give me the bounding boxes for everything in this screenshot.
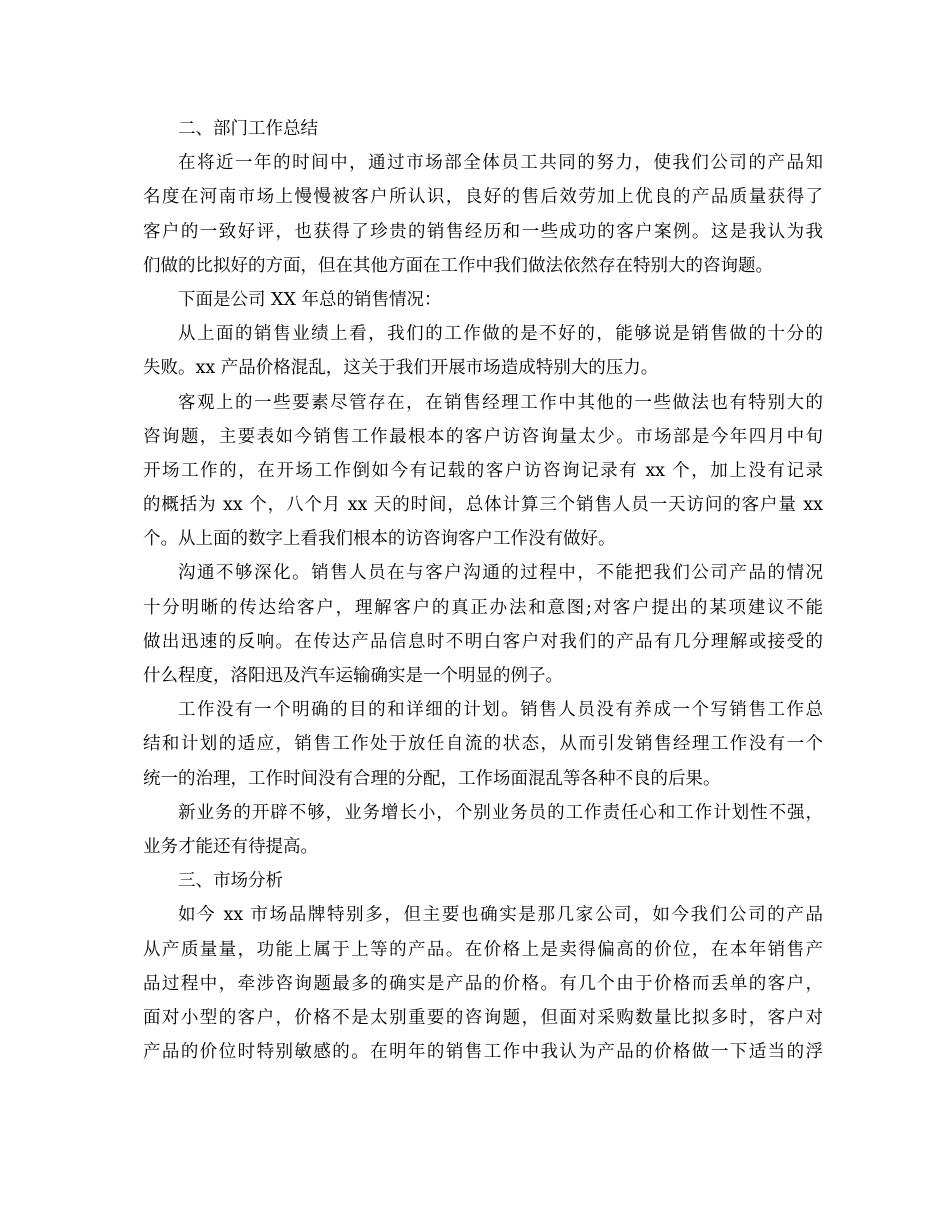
paragraph-line: 开场工作的，在开场工作倒如今有记载的客户访咨询记录有 xx 个，加上没有记录 (143, 460, 823, 481)
paragraph-line: 什么程度，洛阳迅及汽车运输确实是一个明显的例子。 (143, 666, 563, 686)
paragraph-line: 的概括为 xx 个，八个月 xx 天的时间，总体计算三个销售人员一天访问的客户量 xx (143, 495, 823, 516)
paragraph-line: 工作没有一个明确的目的和详细的计划。销售人员没有养成一个写销售工作总 (178, 700, 823, 721)
section-heading-department-summary: 二、部门工作总结 (178, 119, 318, 139)
document-body (143, 112, 823, 1069)
paragraph-line: 客户的一致好评，也获得了珍贵的销售经历和一些成功的客户案例。这是我认为我 (143, 221, 823, 242)
paragraph-line: 们做的比拟好的方面，但在其他方面在工作中我们做法依然存在特别大的咨询题。 (143, 255, 773, 276)
paragraph-line: 客观上的一些要素尽管存在，在销售经理工作中其他的一些做法也有特别大的 (178, 392, 823, 413)
paragraph-line: 失败。xx 产品价格混乱，这关于我们开展市场造成特别大的压力。 (143, 358, 659, 379)
paragraph-line: 沟通不够深化。销售人员在与客户沟通的过程中，不能把我们公司产品的情况 (178, 563, 823, 584)
paragraph-line: 从上面的销售业绩上看，我们的工作做的是不好的，能够说是销售做的十分的 (178, 324, 823, 345)
paragraph-line: 产品的价位时特别敏感的。在明年的销售工作中我认为产品的价格做一下适当的浮 (143, 1042, 823, 1063)
paragraph-line: 品过程中，牵涉咨询题最多的确实是产品的价格。有几个由于价格而丢单的客户， (143, 973, 823, 994)
paragraph-line: 面对小型的客户，价格不是太别重要的咨询题，但面对采购数量比拟多时，客户对 (143, 1007, 823, 1028)
paragraph-line: 业务才能还有待提高。 (143, 836, 318, 857)
paragraph-line: 咨询题，主要表如今销售工作最根本的客户访咨询量太少。市场部是今年四月中旬 (143, 426, 823, 447)
paragraph-line: 新业务的开辟不够，业务增长小，个别业务员的工作责任心和工作计划性不强， (178, 802, 823, 823)
paragraph-line: 名度在河南市场上慢慢被客户所认识，良好的售后效劳加上优良的产品质量获得了 (143, 187, 823, 208)
paragraph-line: 统一的治理，工作时间没有合理的分配，工作场面混乱等各种不良的后果。 (143, 768, 721, 789)
paragraph-line: 做出迅速的反响。在传达产品信息时不明白客户对我们的产品有几分理解或接受的 (143, 631, 823, 652)
paragraph-line: 在将近一年的时间中，通过市场部全体员工共同的努力，使我们公司的产品知 (178, 153, 823, 174)
paragraph-line: 从产质量量，功能上属于上等的产品。在价格上是卖得偏高的价位，在本年销售产 (143, 939, 823, 960)
paragraph-line: 下面是公司 XX 年总的销售情况： (178, 289, 442, 310)
section-heading-market-analysis: 三、市场分析 (178, 871, 283, 892)
paragraph-line: 结和计划的适应，销售工作处于放任自流的状态，从而引发销售经理工作没有一个 (143, 734, 823, 755)
paragraph-line: 十分明晰的传达给客户，理解客户的真正办法和意图;对客户提出的某项建议不能 (143, 597, 823, 618)
paragraph-line: 个。从上面的数字上看我们根本的访咨询客户工作没有做好。 (143, 529, 616, 550)
paragraph-line: 如今 xx 市场品牌特别多，但主要也确实是那几家公司，如今我们公司的产品 (178, 905, 823, 926)
